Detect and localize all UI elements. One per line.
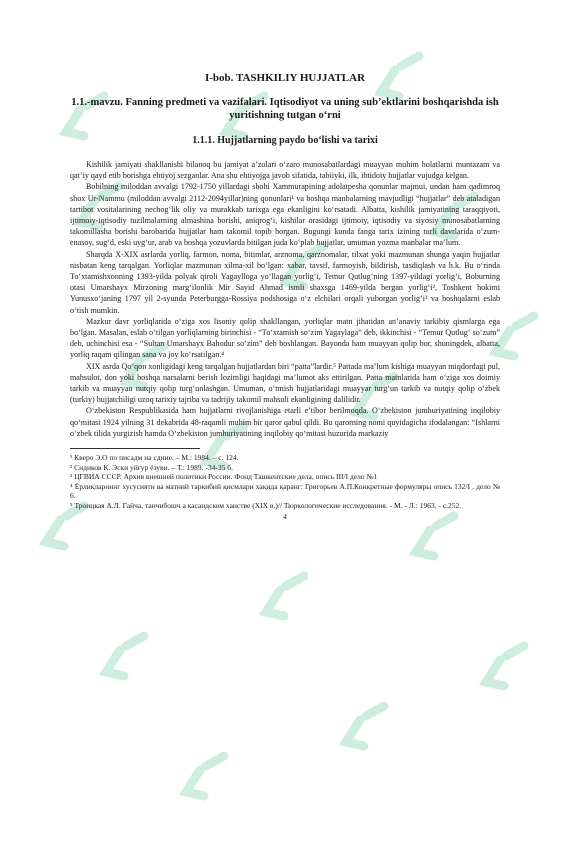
footnote-divider: [70, 448, 200, 449]
watermark-mark: [496, 316, 534, 356]
body-text: [70, 159, 500, 439]
paragraph: Bobilning miloddan avvalgi 1792-1750 yillardagi shohi Xammurapining adolatpesha qonunlar majmui, undan ham qadimroq shox Ur-Nammu (miloddan avvalgi 2112-2094yillar)ning qonunlari¹ va boshqa manbalarning mavjudligi “hujjatlar” deb ataladigan tartibot vositalarining nechog‘lik oliy va murakkab tarixga ega ekanligini ko‘rsatadi. Albatta, kishilik jamiyatining taraqqiyoti, ijtimoiy-iqtisodiy tuzilmalarning almashina borishi, aniqrog‘i, kishilar orasidagi ijtimoiy, iqtisodiy va siyosiy munosabatlarning takomillasha borishi barobarida hujjatlar ham takomil topib borgan. Bugungi kunda fanga tarix izining turli davrlarida o‘zum-enasoy, sug‘d, eski uyg‘ur, arab va boshqa yozuvlarda bitilgan juda ko‘plab hujjatlar, umuman yozma manbalar ma’lum.: [70, 182, 500, 248]
paragraph: Kishilik jamiyati shakllanishi bilanoq bu jamiyat a’zolari o‘zaro munosabatlardagi muayyan muhim holatlarni muntazam va qat’iy qayd etib borishga ehtiyoj sezganlar. Ana shu ehtiyojga javob sifatida, tabiiyki, ilk, ibtidoiy hujjatlar vujudga kelgan.: [70, 160, 500, 181]
watermark-mark: [346, 706, 384, 746]
footnote: ⁵ Троицкая А.Л. Гайча, танчибошч а касандском ханстве (XIX в.)// Тюркологические исследования. - М. - Л.: 1963. - с.252.: [70, 501, 462, 511]
footnotes: [70, 453, 500, 511]
paragraph: XIX asrda Qo‘qon xonligidagi keng tarqalgan hujjatlardan biri “patta”lardir.⁵ Pattada ma’lum kishiga muayyan miqdordagi pul, mahsulot, don yoki boshqa narsalarni berish lozimligi haqidagi ma’lumot aks ettirilgan. Patta matnlarida ham o‘ziga xos doimiy tarkib va muayyan nutqiy qolip turg‘unlashgan. Umuman, o‘tmish hujjatlaridagi muayyar turg‘un tarkib va nutqiy qolip o‘zbek (turkiy) hujjatchiligi uzoq tarixiy tajriba va tadrijiy takomil mahsuli ekanligining dalilidir.: [70, 361, 500, 405]
watermark-mark: [106, 636, 144, 676]
paragraph: Mazkur davr yorliqlarida o‘ziga xos lisoniy qolip shakllangan, yorliqlar matn jihatidan an’anaviy tarkibiy qismlarga ega bo‘lgan. Masalan, eslab o‘tilgan yorliqlarning birinchisi - “To‘xtamish so‘zim Yagaylaga” deb, ikkinchisi - “Temur Qutlug‘ so‘zum” deb, uchinchisi esa - “Sultan Umarshayx Bahodur so‘zim” deb boshlangan. Bayonda ham muayyan qolip bor, shuningdek, albatta, yorliq raqam qilingan sana va joy ko‘rsatilgan.⁴: [70, 316, 500, 360]
watermark-mark: [416, 516, 454, 556]
paragraph: Sharqda X-XIX asrlarda yorliq, farmon, noma, bitimlar, arznoma, qarznomalar, tilxat yoki mazmunan shunga yaqin hujjatlar nisbatan keng tarqalgan. Yorliqlar mazmunan xilma-xil bo‘lgan: xabar, tavsif, farmoyish, bildirish, tasdiqlash va h.k. Bu o‘rinda To‘xtamishxonning 1393-yilda polyak qiroli Yagaylloga yo‘llagan yorlig‘i, Temur Qutlug‘ning 1397-yildagi yorlig‘i, Boburning otasi Umarshayx Mirzoning marg‘ilonlik Mir Sayid Ahmad ismli shaxsga 1469-yilda bergan yorlig‘i², Toshkent hokimi Yunusxo‘janing 1797 yil 2-syunda Peterburgga-Rossiya podshosiga o‘z elchilari orqali yuborgan yorlig‘i³ va boshqalarni eslab o‘tish mumkin.: [70, 249, 500, 315]
watermark-mark: [266, 576, 304, 616]
footnote: ³ ЦГВИА СССР. Архив внешней политики России. Фонд Ташкентские дела, опись III/I дело №1: [70, 472, 378, 482]
paragraph: O‘zbekiston Respublikasida ham hujjatlarni rivojlanishiga etarli e’tibor berilmoqda. O‘zbekiston jumhuriyatining inqilobiy qo‘mitasi 1924 yilning 31 dekabrida 48-raqamli muhim bir qaror qabul qildi. Bu qarorning nomi quyidagicha ifodalangan: “Ishlarni o‘zbek tilida yurgizish hamda O‘zbekiston jumhuriyatining inqilobiy qo‘mitasi huzurida markaziy: [70, 406, 500, 438]
watermark-mark: [186, 756, 224, 796]
watermark-mark: [486, 646, 524, 686]
document-page: [70, 62, 500, 521]
footnote: ¹ Кверо Э.О по писадм на сдние. – М.: 1984. – с. 124.: [70, 453, 239, 463]
page-number: 4: [283, 511, 287, 521]
chapter-title: I-bob. TASHKILIY HUJJATLAR: [204, 72, 366, 84]
section-title: 1.1.1. Hujjatlarning paydo bo‘lishi va tarixi: [192, 135, 378, 146]
footnote: ⁴ Ёрлиқларнинг хусусияти ва матний таркибий қисмлари хақида қаранг: Григорьев А.П.Конкретные формуляры опись 132/I . дело № 6.: [70, 481, 500, 501]
topic-title: 1.1.-mavzu. Fanning predmeti va vazifalari. Iqtisodiyot va uning sub’ektlarini boshqarishda ish yuritishning tutgan o‘rni: [71, 97, 499, 121]
footnote: ² Сидиков К. Эски уйғур ёзуви. – Т.: 1989. -34-35 б.: [70, 462, 233, 472]
